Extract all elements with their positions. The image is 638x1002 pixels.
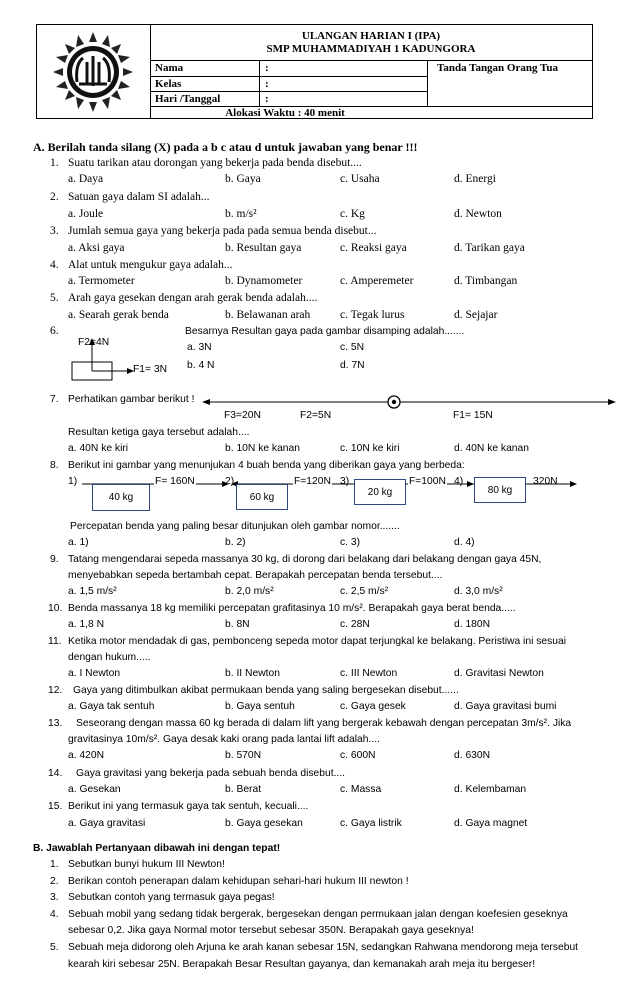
q8-force-4: 320N	[533, 476, 558, 487]
q1-text: Suatu tarikan atau dorongan yang bekerja pada benda disebut....	[68, 157, 362, 169]
q12-option-c: c. Gaya gesek	[340, 701, 406, 712]
q9-option-b: b. 2,0 m/s²	[225, 586, 274, 597]
q15-text: Berikut ini yang termasuk gaya tak sentuh, kecuali....	[68, 801, 309, 812]
q7-label-f3: F3=20N	[224, 410, 261, 421]
b4-text2: sebesar 0,2. Jika gaya Normal motor tersebut sebesar 350N. Berapakah gaya geseknya!	[68, 925, 474, 936]
exam-title: ULANGAN HARIAN I (IPA)	[301, 30, 441, 42]
q8-text2: Percepatan benda yang paling besar ditunjukan oleh gambar nomor.......	[70, 521, 400, 532]
q4-option-d: d. Timbangan	[454, 275, 518, 287]
q10-option-d: d. 180N	[454, 619, 491, 630]
q13-number: 13.	[48, 718, 63, 729]
q11-option-b: b. II Newton	[225, 668, 280, 679]
q2-text: Satuan gaya dalam SI adalah...	[68, 191, 210, 203]
q8-box-2: 60 kg	[236, 484, 288, 510]
q7-force-diagram	[200, 392, 620, 412]
q2-number: 2.	[50, 191, 59, 203]
q5-option-c: c. Tegak lurus	[340, 309, 405, 321]
q8-label-4: 4)	[454, 476, 464, 487]
q2-option-c: c. Kg	[340, 208, 365, 220]
q8-force-2: F=120N	[294, 476, 331, 487]
q14-text: Gaya gravitasi yang bekerja pada sebuah benda disebut....	[76, 768, 346, 779]
section-b-title: B. Jawablah Pertanyaan dibawah ini dengan tepat!	[33, 843, 281, 854]
q6-option-a: a. 3N	[187, 342, 212, 353]
q2-option-d: d. Newton	[454, 208, 502, 220]
section-a-title: A. Berilah tanda silang (X) pada a b c atau d untuk jawaban yang benar !!!	[33, 140, 418, 154]
muhammadiyah-logo-icon	[37, 25, 150, 118]
q8-option-c: c. 3)	[340, 537, 361, 548]
q7-label-f1: F1= 15N	[453, 410, 493, 421]
q15-option-c: c. Gaya listrik	[340, 818, 402, 829]
parent-signature-label: Tanda Tangan Orang Tua	[437, 62, 558, 74]
q6-text: Besarnya Resultan gaya pada gambar disamping adalah.......	[185, 326, 465, 337]
q9-text: Tatang mengendarai sepeda massanya 30 kg, di dorong dari belakang dari belakang dengan gaya 45N,	[68, 554, 542, 565]
q5-number: 5.	[50, 292, 59, 304]
q8-option-b: b. 2)	[225, 537, 246, 548]
q1-number: 1.	[50, 157, 59, 169]
q10-option-b: b. 8N	[225, 619, 250, 630]
date-colon: :	[265, 93, 269, 105]
class-colon: :	[265, 78, 269, 90]
b5-number: 5.	[50, 942, 59, 953]
q4-text: Alat untuk mengukur gaya adalah...	[68, 259, 233, 271]
q10-option-c: c. 28N	[340, 619, 370, 630]
q3-option-b: b. Resultan gaya	[225, 242, 302, 254]
q14-option-b: b. Berat	[225, 784, 262, 795]
b5-text: Sebuah meja didorong oleh Arjuna ke arah kanan sebesar 15N, sedangkan Rahwana mendorong meja tersebut	[68, 942, 579, 953]
q5-option-b: b. Belawanan arah	[225, 309, 311, 321]
q8-force-3: F=100N	[409, 476, 446, 487]
q15-number: 15.	[48, 801, 63, 812]
q14-number: 14.	[48, 768, 63, 779]
q7-option-a: a. 40N ke kiri	[68, 443, 129, 454]
q3-option-a: a. Aksi gaya	[68, 242, 125, 254]
q9-option-a: a. 1,5 m/s²	[68, 586, 117, 597]
q5-option-a: a. Searah gerak benda	[68, 309, 169, 321]
q11-option-c: c. III Newton	[340, 668, 398, 679]
school-name: SMP MUHAMMADIYAH 1 KADUNGORA	[266, 43, 476, 55]
q3-option-c: c. Reaksi gaya	[340, 242, 407, 254]
q8-number: 8.	[50, 460, 59, 471]
b5-text2: kearah kiri sebesar 25N. Berapakah Besar Resultan gayanya, dan kemanakah arah meja itu bergeser!	[68, 959, 536, 970]
q7-option-c: c. 10N ke kiri	[340, 443, 400, 454]
q6-option-c: c. 5N	[340, 342, 365, 353]
q9-number: 9.	[50, 554, 59, 565]
q13-option-d: d. 630N	[454, 750, 491, 761]
q10-number: 10.	[48, 603, 63, 614]
name-label: Nama	[155, 62, 184, 74]
name-colon: :	[265, 62, 269, 74]
q7-number: 7.	[50, 394, 59, 405]
q13-text2: gravitasinya 10m/s². Gaya desak kaki orang pada lantai lift adalah....	[68, 734, 380, 745]
q14-option-c: c. Massa	[340, 784, 382, 795]
q8-option-a: a. 1)	[68, 537, 89, 548]
q6-number: 6.	[50, 325, 59, 337]
q15-option-b: b. Gaya gesekan	[225, 818, 303, 829]
q14-option-d: d. Kelembaman	[454, 784, 527, 795]
q12-option-a: a. Gaya tak sentuh	[68, 701, 155, 712]
q11-option-d: d. Gravitasi Newton	[454, 668, 544, 679]
q9-option-d: d. 3,0 m/s²	[454, 586, 503, 597]
q11-number: 11.	[48, 636, 62, 647]
q7-label-f2: F2=5N	[300, 410, 332, 421]
q8-option-d: d. 4)	[454, 537, 475, 548]
school-logo	[37, 25, 151, 118]
q2-option-a: a. Joule	[68, 208, 104, 220]
q4-number: 4.	[50, 259, 59, 271]
q11-text2: dengan hukum.....	[68, 652, 151, 663]
b4-number: 4.	[50, 909, 59, 920]
q14-option-a: a. Gesekan	[68, 784, 121, 795]
time-allocation: Alokasi Waktu : 40 menit	[225, 107, 345, 119]
q4-option-a: a. Termometer	[68, 275, 135, 287]
q4-option-b: b. Dynamometer	[225, 275, 303, 287]
q11-text: Ketika motor mendadak di gas, pembonceng sepeda motor dapat terjungkal ke belakang. Peristiwa ini sesuai	[68, 636, 566, 647]
q15-option-a: a. Gaya gravitasi	[68, 818, 146, 829]
q6-label-f2: F2=4N	[78, 337, 110, 348]
q8-box-3: 20 kg	[354, 479, 406, 505]
q12-option-b: b. Gaya sentuh	[225, 701, 295, 712]
q13-option-a: a. 420N	[68, 750, 105, 761]
q10-option-a: a. 1,8 N	[68, 619, 105, 630]
q7-text2: Resultan ketiga gaya tersebut adalah....	[68, 427, 250, 438]
q9-option-c: c. 2,5 m/s²	[340, 586, 389, 597]
q11-option-a: a. I Newton	[68, 668, 121, 679]
q8-box-4: 80 kg	[474, 477, 526, 503]
b3-number: 3.	[50, 892, 59, 903]
b2-text: Berikan contoh penerapan dalam kehidupan sehari-hari hukum III newton !	[68, 876, 409, 887]
q8-force-1: F= 160N	[155, 476, 195, 487]
q8-label-3: 3)	[340, 476, 350, 487]
q12-text: Gaya yang ditimbulkan akibat permukaan benda yang saling bergesekan disebut......	[73, 685, 459, 696]
q3-number: 3.	[50, 225, 59, 237]
q1-option-d: d. Energi	[454, 173, 496, 185]
q5-option-d: d. Sejajar	[454, 309, 498, 321]
q8-box-1: 40 kg	[92, 484, 150, 511]
q7-option-b: b. 10N ke kanan	[225, 443, 300, 454]
q5-text: Arah gaya gesekan dengan arah gerak benda adalah....	[68, 292, 318, 304]
q13-option-b: b. 570N	[225, 750, 262, 761]
q3-option-d: d. Tarikan gaya	[454, 242, 525, 254]
b2-number: 2.	[50, 876, 59, 887]
date-label: Hari /Tanggal	[155, 93, 221, 105]
q3-text: Jumlah semua gaya yang bekerja pada pada semua benda disebut...	[68, 225, 377, 237]
q8-label-2: 2)	[225, 476, 235, 487]
q8-label-1: 1)	[68, 476, 78, 487]
b3-text: Sebutkan contoh yang termasuk gaya pegas!	[68, 892, 275, 903]
q10-text: Benda massanya 18 kg memiliki percepatan grafitasinya 10 m/s². Berapakah gaya berat benda.....	[68, 603, 516, 614]
q1-option-b: b. Gaya	[225, 173, 261, 185]
q1-option-c: c. Usaha	[340, 173, 380, 185]
b1-number: 1.	[50, 859, 59, 870]
b1-text: Sebutkan bunyi hukum III Newton!	[68, 859, 225, 870]
q7-option-d: d. 40N ke kanan	[454, 443, 529, 454]
q13-option-c: c. 600N	[340, 750, 376, 761]
q12-number: 12.	[48, 685, 63, 696]
q1-option-a: a. Daya	[68, 173, 104, 185]
q12-option-d: d. Gaya gravitasi bumi	[454, 701, 557, 712]
q2-option-b: b. m/s²	[225, 208, 257, 220]
q6-option-b: b. 4 N	[187, 360, 215, 371]
q9-text2: menyebabkan sepeda bertambah cepat. Berapakah percepatan benda tersebut....	[68, 570, 443, 581]
q15-option-d: d. Gaya magnet	[454, 818, 528, 829]
class-label: Kelas	[155, 78, 182, 90]
q4-option-c: c. Amperemeter	[340, 275, 414, 287]
q7-text: Perhatikan gambar berikut !	[68, 394, 195, 405]
q13-text: Seseorang dengan massa 60 kg berada di dalam lift yang bergerak kebawah dengan percepatan 3m/s². Jika	[76, 718, 572, 729]
header-table	[36, 24, 593, 119]
q8-text: Berikut ini gambar yang menunjukan 4 buah benda yang diberikan gaya yang berbeda:	[68, 460, 465, 471]
q6-label-f1: F1= 3N	[133, 364, 168, 375]
q6-option-d: d. 7N	[340, 360, 365, 371]
b4-text: Sebuah mobil yang sedang tidak bergerak, bergesekan dengan permukaan jalan dengan koefesien geseknya	[68, 909, 568, 920]
